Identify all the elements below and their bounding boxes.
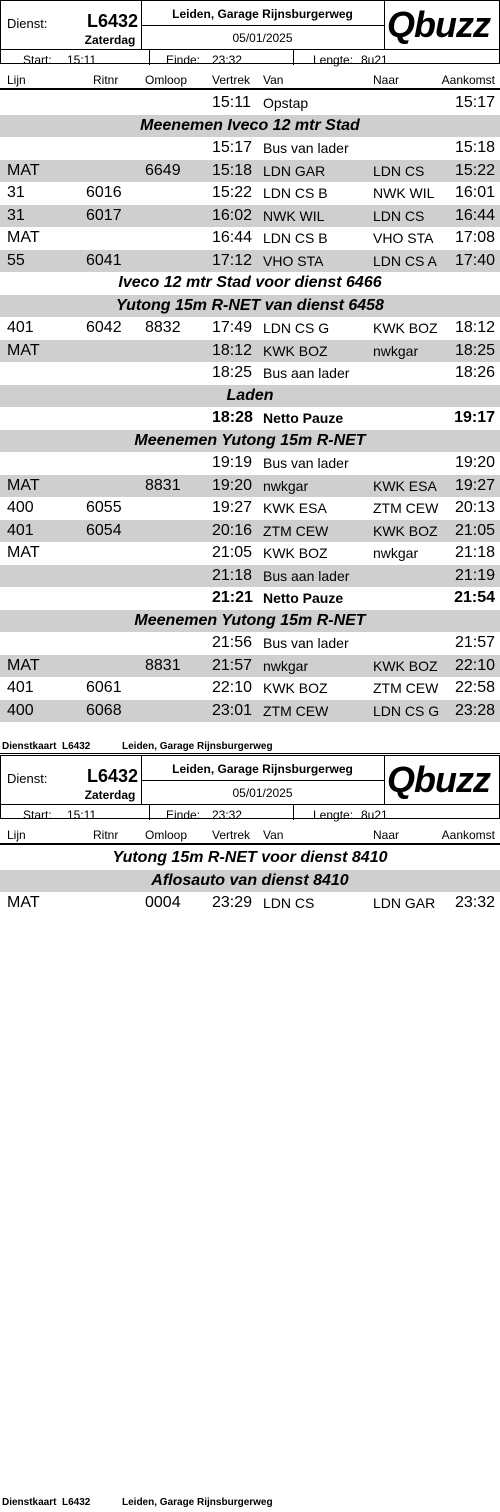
lengte-value: 8u21 [361, 808, 388, 822]
qbuzz-logo: Qbuzz [387, 4, 490, 45]
trip-row [0, 137, 500, 160]
cell-vertrek: 17:49 [212, 319, 253, 336]
section-title-row [0, 115, 500, 138]
dienst-label: Dienst: [7, 771, 48, 786]
col-omloop: Omloop [145, 828, 188, 842]
section-title-row [0, 385, 500, 408]
cell-lijn: MAT [7, 476, 40, 494]
start-value: 15:11 [67, 808, 97, 822]
einde-label: Einde: [166, 53, 201, 67]
cell-vertrek: 16:44 [212, 229, 253, 246]
cell-vertrek: 15:11 [212, 94, 251, 111]
cell-naar: VHO STA [373, 230, 434, 246]
section-title: Meenemen Iveco 12 mtr Stad [140, 116, 360, 134]
garage-name: Leiden, Garage Rijnsburgerweg [172, 7, 353, 21]
cell-vertrek: 18:28 [212, 409, 253, 426]
cell-vertrek: 16:02 [212, 206, 253, 224]
start-value: 15:11 [67, 53, 97, 67]
schedule-rows [0, 847, 500, 915]
cell-naar: ZTM CEW [373, 680, 439, 696]
cell-vertrek: 21:05 [212, 544, 253, 561]
trip-row [0, 92, 500, 115]
section-title: Yutong 15m R-NET voor dienst 8410 [112, 849, 388, 866]
cell-lijn: 401 [7, 319, 34, 336]
cell-aankomst: 18:25 [454, 341, 495, 359]
cell-van: Bus aan lader [263, 365, 350, 381]
cell-aankomst: 16:01 [454, 184, 495, 201]
garage-name: Leiden, Garage Rijnsburgerweg [172, 762, 353, 776]
cell-naar: LDN CS [373, 162, 425, 179]
cell-vertrek: 21:18 [212, 566, 253, 584]
cell-vertrek: 19:20 [212, 476, 253, 494]
lengte-label: Lengte: [313, 808, 354, 822]
einde-value: 23:32 [212, 53, 243, 67]
cell-aankomst: 21:57 [454, 634, 495, 651]
trip-row [0, 632, 500, 655]
cell-vertrek: 15:18 [212, 161, 253, 179]
cell-aankomst: 16:44 [454, 206, 495, 224]
section-title-row [0, 870, 500, 893]
col-van: Van [263, 73, 284, 87]
dienst-label: Dienst: [7, 16, 48, 31]
cell-vertrek: 15:22 [212, 184, 253, 201]
footer-code: L6432 [62, 741, 91, 752]
date: 05/01/2025 [232, 786, 293, 800]
cell-vertrek: 19:19 [212, 454, 253, 471]
trip-row [0, 565, 500, 588]
section-title: Meenemen Yutong 15m R-NET [134, 611, 366, 629]
col-lijn: Lijn [7, 828, 26, 842]
cell-van: Bus van lader [263, 455, 349, 471]
cell-van: NWK WIL [263, 207, 325, 224]
cell-lijn: 401 [7, 679, 34, 696]
cell-lijn: 55 [7, 251, 25, 269]
cell-naar: LDN CS [373, 207, 425, 224]
cell-vertrek: 23:01 [212, 701, 253, 719]
cell-ritnr: 6055 [86, 499, 122, 516]
cell-naar: KWK BOZ [373, 657, 438, 674]
cell-van: LDN CS [263, 895, 315, 911]
card-header [0, 0, 500, 67]
section-title: Laden [226, 386, 274, 404]
cell-naar: nwkgar [373, 342, 419, 359]
einde-label: Einde: [166, 808, 201, 822]
cell-ritnr: 6061 [86, 679, 122, 696]
cell-van: KWK BOZ [263, 342, 328, 359]
start-label: Start: [23, 808, 52, 822]
schedule-rows [0, 92, 500, 722]
cell-omloop: 0004 [145, 894, 181, 911]
col-naar: Naar [373, 73, 400, 87]
cell-aankomst: 21:54 [454, 589, 495, 606]
cell-lijn: 401 [7, 521, 34, 539]
cell-omloop: 8832 [145, 319, 181, 336]
trip-row [0, 520, 500, 543]
trip-row [0, 475, 500, 498]
cell-van: Netto Pauze [263, 590, 344, 606]
footer-code: L6432 [62, 1497, 91, 1508]
cell-van: KWK ESA [263, 500, 327, 516]
cell-lijn: 400 [7, 499, 34, 516]
cell-lijn: 31 [7, 206, 25, 224]
dienst-code: L6432 [87, 11, 139, 31]
section-title-row [0, 610, 500, 633]
cell-aankomst: 22:58 [454, 679, 495, 696]
cell-van: LDN CS G [263, 320, 330, 336]
cell-vertrek: 18:25 [212, 364, 253, 381]
cell-vertrek: 21:57 [212, 656, 253, 674]
lengte-label: Lengte: [313, 53, 354, 67]
cell-ritnr: 6042 [86, 319, 122, 336]
cell-aankomst: 17:40 [454, 251, 495, 269]
trip-row [0, 700, 500, 723]
cell-aankomst: 23:28 [454, 701, 495, 719]
cell-aankomst: 23:32 [454, 894, 495, 911]
cell-aankomst: 15:22 [454, 161, 495, 179]
col-omloop: Omloop [145, 73, 188, 87]
cell-vertrek: 22:10 [212, 679, 253, 696]
cell-ritnr: 6041 [86, 251, 122, 269]
cell-aankomst: 19:17 [454, 409, 495, 426]
cell-van: Netto Pauze [263, 410, 344, 426]
trip-row [0, 205, 500, 228]
cell-lijn: 400 [7, 701, 34, 719]
cell-naar: KWK BOZ [373, 522, 438, 539]
cell-omloop: 8831 [145, 476, 181, 494]
cell-aankomst: 18:26 [454, 364, 495, 381]
cell-vertrek: 18:12 [212, 341, 253, 359]
cell-van: LDN CS B [263, 230, 328, 246]
cell-aankomst: 20:13 [454, 499, 495, 516]
cell-naar: NWK WIL [373, 185, 435, 201]
cell-van: KWK BOZ [263, 545, 328, 561]
cell-naar: ZTM CEW [373, 500, 439, 516]
col-aankomst: Aankomst [441, 828, 495, 842]
cell-lijn: 31 [7, 184, 25, 201]
trip-row [0, 250, 500, 273]
cell-lijn: MAT [7, 656, 40, 674]
cell-van: ZTM CEW [263, 702, 329, 719]
trip-row [0, 497, 500, 520]
cell-ritnr: 6068 [86, 701, 122, 719]
pause-row [0, 587, 500, 610]
trip-row [0, 160, 500, 183]
qbuzz-logo: Qbuzz [387, 759, 490, 800]
cell-vertrek: 15:17 [212, 139, 253, 156]
start-label: Start: [23, 53, 52, 67]
section-title-row [0, 295, 500, 318]
card-header [0, 755, 500, 822]
cell-van: nwkgar [263, 657, 309, 674]
cell-vertrek: 19:27 [212, 499, 253, 516]
einde-value: 23:32 [212, 808, 243, 822]
cell-van: nwkgar [263, 477, 309, 494]
trip-row [0, 655, 500, 678]
col-ritnr: Ritnr [93, 73, 119, 87]
section-title-row [0, 272, 500, 295]
trip-row [0, 677, 500, 700]
lengte-value: 8u21 [361, 53, 388, 67]
trip-row [0, 317, 500, 340]
column-header [0, 72, 500, 90]
column-header [0, 827, 500, 845]
trip-row [0, 892, 500, 915]
cell-ritnr: 6017 [86, 206, 122, 224]
cell-aankomst: 18:12 [454, 319, 495, 336]
cell-lijn: MAT [7, 544, 40, 561]
section-title: Yutong 15m R-NET van dienst 6458 [116, 296, 384, 314]
day-label: Zaterdag [84, 788, 136, 802]
cell-vertrek: 23:29 [212, 894, 253, 911]
cell-aankomst: 21:19 [454, 566, 495, 584]
trip-row [0, 362, 500, 385]
cell-aankomst: 21:05 [454, 521, 495, 539]
cell-van: LDN CS B [263, 185, 328, 201]
cell-van: KWK BOZ [263, 680, 328, 696]
section-title: Aflosauto van dienst 8410 [151, 871, 349, 889]
cell-ritnr: 6016 [86, 184, 122, 201]
cell-naar: KWK ESA [373, 477, 437, 494]
cell-van: ZTM CEW [263, 522, 329, 539]
cell-lijn: MAT [7, 229, 40, 246]
col-vertrek: Vertrek [212, 828, 251, 842]
trip-row [0, 340, 500, 363]
cell-aankomst: 15:18 [454, 139, 495, 156]
cell-naar: KWK BOZ [373, 320, 438, 336]
cell-aankomst: 19:20 [454, 454, 495, 471]
cell-van: VHO STA [263, 252, 324, 269]
trip-row [0, 542, 500, 565]
cell-omloop: 6649 [145, 161, 181, 179]
cell-naar: LDN GAR [373, 895, 436, 911]
cell-aankomst: 15:17 [454, 94, 495, 111]
trip-row [0, 227, 500, 250]
cell-naar: LDN CS G [373, 702, 440, 719]
page-separator [0, 753, 500, 754]
cell-naar: LDN CS A [373, 252, 437, 269]
trip-row [0, 452, 500, 475]
cell-aankomst: 19:27 [454, 476, 495, 494]
footer-label: Dienstkaart [2, 1497, 57, 1508]
section-title: Iveco 12 mtr Stad voor dienst 6466 [118, 274, 382, 291]
cell-van: Opstap [263, 95, 309, 111]
section-title-row [0, 430, 500, 453]
cell-van: Bus van lader [263, 140, 349, 156]
cell-vertrek: 20:16 [212, 521, 253, 539]
col-naar: Naar [373, 828, 400, 842]
trip-row [0, 182, 500, 205]
cell-aankomst: 21:18 [454, 544, 495, 561]
cell-vertrek: 17:12 [212, 251, 253, 269]
footer-garage: Leiden, Garage Rijnsburgerweg [122, 1497, 273, 1508]
cell-van: LDN GAR [263, 162, 326, 179]
col-lijn: Lijn [7, 73, 26, 87]
cell-aankomst: 22:10 [454, 656, 495, 674]
cell-van: Bus van lader [263, 635, 349, 651]
cell-omloop: 8831 [145, 656, 181, 674]
col-vertrek: Vertrek [212, 73, 251, 87]
cell-van: Bus aan lader [263, 567, 350, 584]
cell-ritnr: 6054 [86, 521, 122, 539]
date: 05/01/2025 [232, 31, 293, 45]
cell-lijn: MAT [7, 341, 40, 359]
cell-lijn: MAT [7, 161, 40, 179]
cell-lijn: MAT [7, 894, 40, 911]
col-ritnr: Ritnr [93, 828, 119, 842]
pause-row [0, 407, 500, 430]
section-title: Meenemen Yutong 15m R-NET [134, 431, 366, 449]
section-title-row [0, 847, 500, 870]
cell-aankomst: 17:08 [454, 229, 495, 246]
cell-naar: nwkgar [373, 545, 419, 561]
dienst-code: L6432 [87, 766, 139, 786]
day-label: Zaterdag [84, 33, 136, 47]
footer-garage: Leiden, Garage Rijnsburgerweg [122, 741, 273, 752]
cell-vertrek: 21:21 [212, 589, 253, 606]
col-aankomst: Aankomst [441, 73, 495, 87]
footer-label: Dienstkaart [2, 741, 57, 752]
col-van: Van [263, 828, 284, 842]
cell-vertrek: 21:56 [212, 634, 253, 651]
